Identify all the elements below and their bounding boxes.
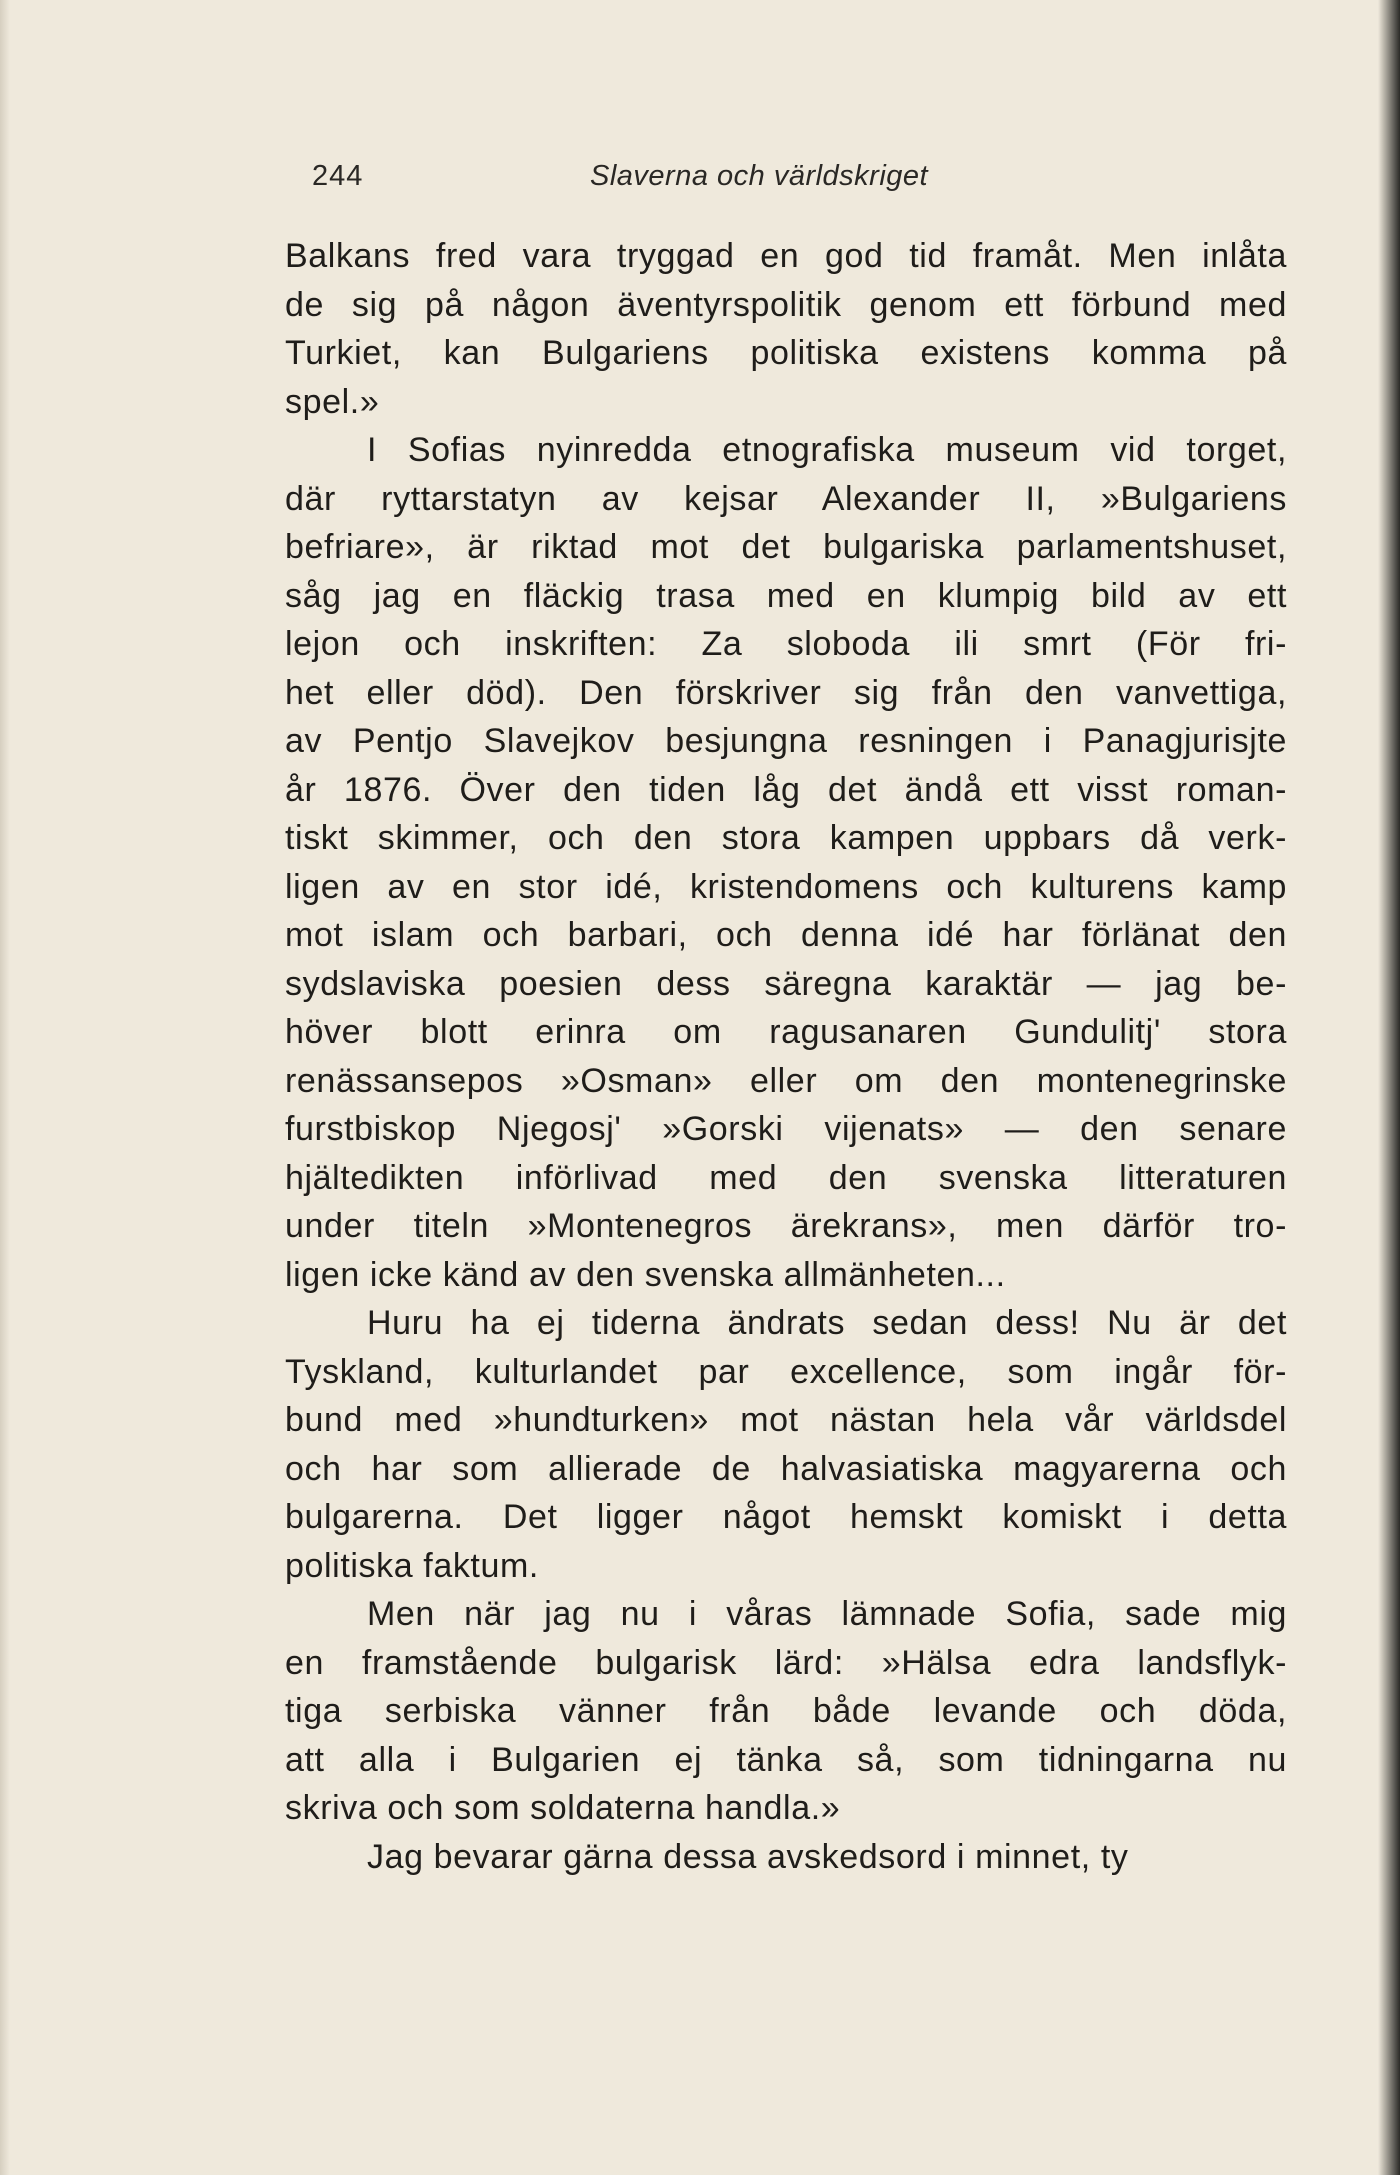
text-line: år 1876. Över den tiden låg det ändå ett visst roman- [285,770,1287,809]
text-line: bund med »hundturken» mot nästan hela vår världsdel [285,1401,1287,1439]
text-line: hjältedikten införlivad med den svenska litteraturen [285,1158,1287,1197]
text-line: under titeln »Montenegros ärekrans», men därför tro- [285,1207,1287,1245]
text-line: av Pentjo Slavejkov besjungna resningen i Panagjurisjte [285,722,1287,760]
text-line: I Sofias nyinredda etnografiska museum vid torget, [367,431,1287,469]
text-line: att alla i Bulgarien ej tänka så, som tidningarna nu [285,1740,1287,1779]
text-body [285,232,1287,1881]
text-line: och har som allierade de halvasiatiska magyarerna och [285,1449,1287,1488]
text-line: politiska faktum. [285,1546,539,1585]
text-line: sydslaviska poesien dess säregna karaktär — jag be- [285,964,1287,1003]
text-line: lejon och inskriften: Za sloboda ili smrt (För fri- [285,625,1287,663]
text-line: renässansepos »Osman» eller om den montenegrinske [285,1061,1287,1100]
text-line: Balkans fred vara tryggad en god tid framåt. Men inlåta [285,237,1287,275]
text-line: de sig på någon äventyrspolitik genom ett förbund med [285,285,1287,324]
text-line: Huru ha ej tiderna ändrats sedan dess! Nu är det [367,1304,1287,1342]
text-line: mot islam och barbari, och denna idé har förlänat den [285,916,1287,954]
text-line: ligen icke känd av den svenska allmänheten... [285,1255,1006,1294]
text-line: Turkiet, kan Bulgariens politiska existens komma på [285,334,1287,372]
text-line: tiga serbiska vänner från både levande och döda, [285,1692,1287,1730]
text-line: furstbiskop Njegosj' »Gorski vijenats» — den senare [285,1110,1287,1148]
text-line: Jag bevarar gärna dessa avskedsord i minnet, ty [367,1837,1129,1876]
page-number: 244 [312,160,364,192]
text-line: spel.» [285,382,380,421]
running-head [312,160,1012,204]
text-line: Tyskland, kulturlandet par excellence, som ingår för- [285,1352,1287,1391]
text-line: tiskt skimmer, och den stora kampen uppbars då verk- [285,819,1287,857]
text-line: skriva och som soldaterna handla.» [285,1789,841,1827]
text-line: het eller död). Den förskriver sig från den vanvettiga, [285,673,1287,712]
text-line: ligen av en stor idé, kristendomens och kulturens kamp [285,867,1287,906]
text-line: såg jag en fläckig trasa med en klumpig bild av ett [285,576,1287,615]
text-line: befriare», är riktad mot det bulgariska parlamentshuset, [285,528,1287,566]
text-line: Men när jag nu i våras lämnade Sofia, sade mig [367,1595,1287,1633]
text-line: höver blott erinra om ragusanaren Gundulitj' stora [285,1013,1287,1051]
text-line: bulgarerna. Det ligger något hemskt komiskt i detta [285,1498,1287,1536]
running-title: Slaverna och världskriget [590,160,929,192]
text-line: där ryttarstatyn av kejsar Alexander II, »Bulgariens [285,479,1287,518]
page-edge-left [0,0,10,2175]
page-edge-right [1378,0,1400,2175]
text-line: en framstående bulgarisk lärd: »Hälsa edra landsflyk- [285,1643,1287,1682]
